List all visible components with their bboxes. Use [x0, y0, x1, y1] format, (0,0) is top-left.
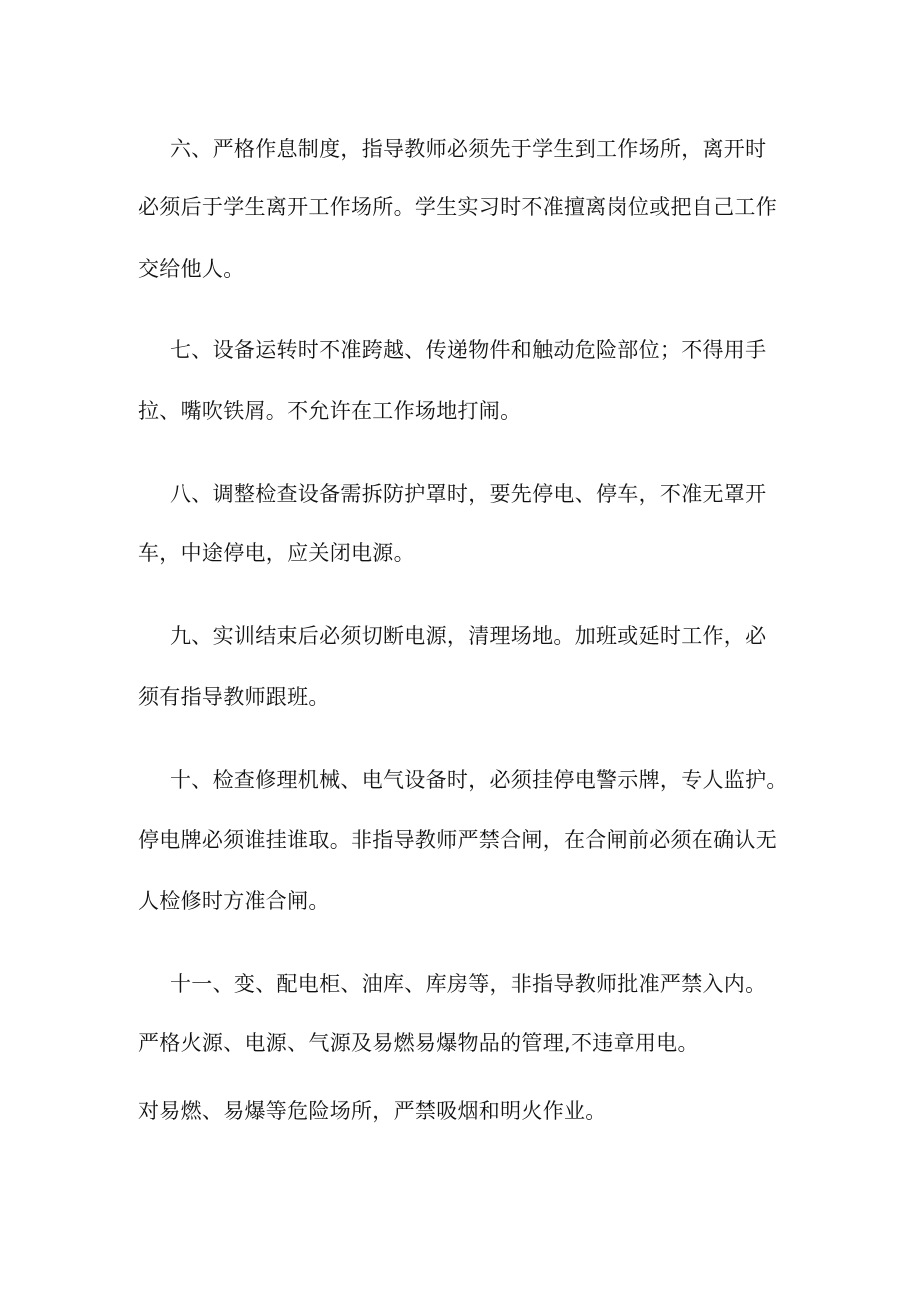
paragraph-7-line-2: 拉、嘴吹铁屑。不允许在工作场地打闹。 — [138, 399, 522, 423]
paragraph-9-line-1: 九、实训结束后必须切断电源，清理场地。加班或延时工作，必 — [170, 624, 767, 648]
paragraph-6-line-1: 六、严格作息制度，指导教师必须先于学生到工作场所，离开时 — [170, 137, 767, 161]
paragraph-11-line-3: 对易燃、易爆等危险场所，严禁吸烟和明火作业。 — [138, 1099, 607, 1123]
paragraph-11-line-2: 严格火源、电源、气源及易燃易爆物品的管理,不违章用电。 — [138, 1031, 699, 1055]
paragraph-10-line-2: 停电牌必须谁挂谁取。非指导教师严禁合闸，在合闸前必须在确认无 — [138, 828, 777, 852]
paragraph-11-line-1: 十一、变、配电柜、油库、库房等，非指导教师批准严禁入内。 — [170, 972, 767, 996]
paragraph-6-line-2: 必须后于学生离开工作场所。学生实习时不准擅离岗位或把自己工作 — [138, 195, 777, 219]
paragraph-6-line-3: 交给他人。 — [138, 257, 245, 281]
paragraph-10-line-3: 人检修时方准合闸。 — [138, 889, 330, 913]
paragraph-8-line-2: 车，中途停电，应关闭电源。 — [138, 541, 415, 565]
paragraph-7-line-1: 七、设备运转时不准跨越、传递物件和触动危险部位；不得用手 — [170, 338, 767, 362]
paragraph-8-line-1: 八、调整检查设备需拆防护罩时，要先停电、停车，不准无罩开 — [170, 482, 767, 506]
paragraph-9-line-2: 须有指导教师跟班。 — [138, 685, 330, 709]
paragraph-10-line-1: 十、检查修理机械、电气设备时，必须挂停电警示牌，专人监护。 — [170, 768, 788, 792]
